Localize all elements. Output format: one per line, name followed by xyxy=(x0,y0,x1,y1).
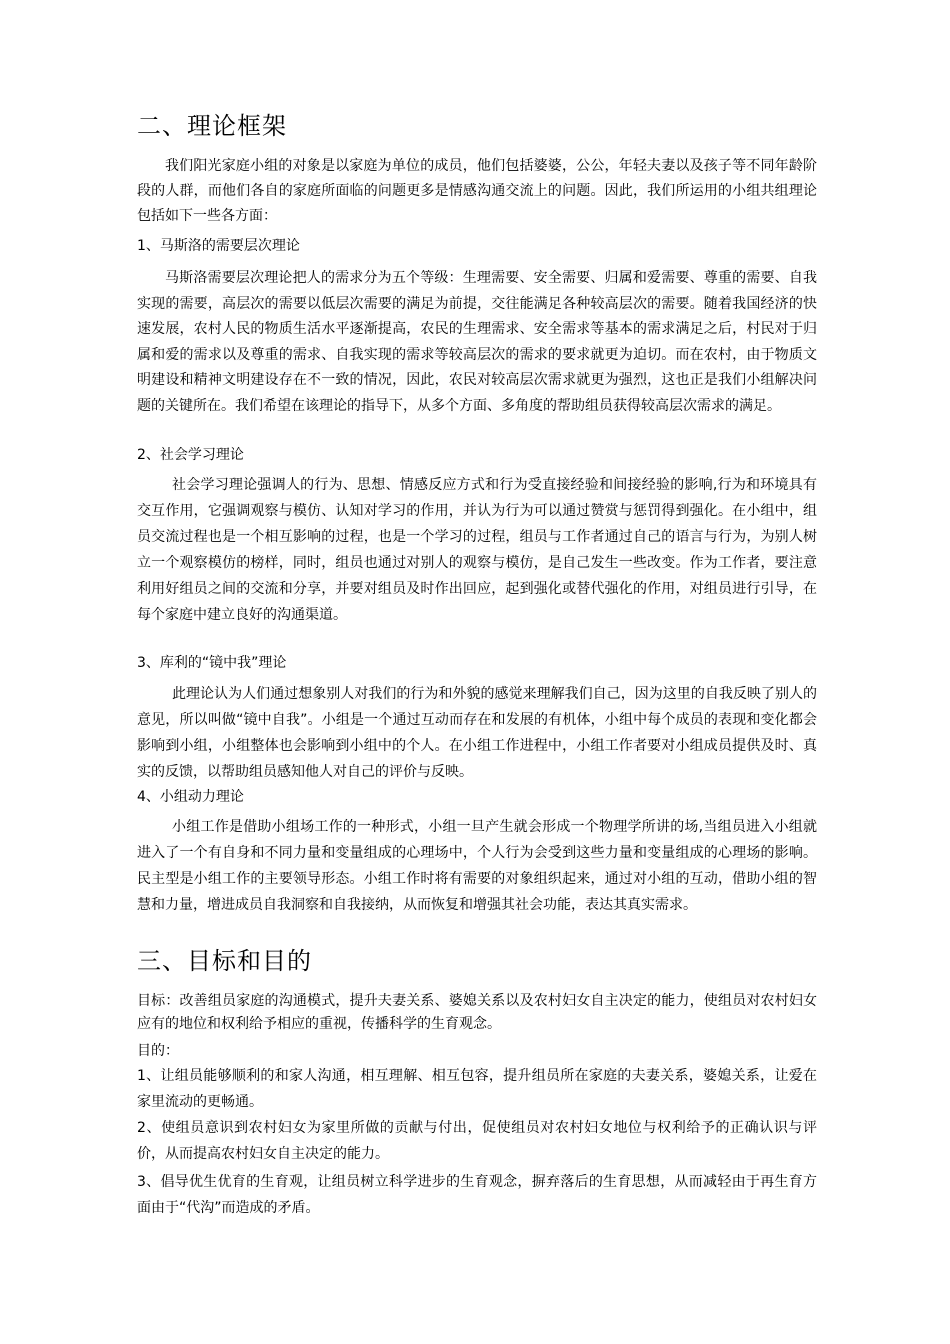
intro-paragraph: 我们阳光家庭小组的对象是以家庭为单位的成员，他们包括婆婆，公公，年轻夫妻以及孩子等不同年龄阶段的人群，而他们各自的家庭所面临的问题更多是情感沟通交流上的问题。因此，我们所运用的小组共组理论包括如下一些各方面： xyxy=(137,158,817,224)
section-heading-goals: 三、目标和目的 xyxy=(137,947,312,975)
theory-body-social-learning: 社会学习理论强调人的行为、思想、情感反应方式和行为受直接经验和间接经验的影响,行为和环境具有交互作用，它强调观察与模仿、认知对学习的作用，并认为行为可以通过赞赏与惩罚得到强化。在小组中，组员交流过程也是一个相互影响的过程，也是一个学习的过程，组员与工作者通过自己的语言与行为，为别人树立一个观察模仿的榜样，同时，组员也通过对别人的观察与模仿，是自己发生一些改变。作为工作者，要注意利用好组员之间的交流和分享，并要对组员及时作出回应，起到强化或替代强化的作用，对组员进行引导，在每个家庭中建立良好的沟通渠道。 xyxy=(137,477,817,623)
purpose-item-1: 1、让组员能够顺利的和家人沟通，相互理解、相互包容，提升组员所在家庭的夫妻关系，婆媳关系，让爱在家里流动的更畅通。 xyxy=(137,1068,817,1110)
goal-paragraph: 目标：改善组员家庭的沟通模式，提升夫妻关系、婆媳关系以及农村妇女自主决定的能力，使组员对农村妇女应有的地位和权利给予相应的重视，传播科学的生育观念。 xyxy=(137,993,817,1032)
theory-title-looking-glass-self: 3、库利的“镜中我”理论 xyxy=(137,655,287,671)
theory-title-maslow: 1、马斯洛的需要层次理论 xyxy=(137,238,300,254)
purpose-label: 目的： xyxy=(137,1043,179,1059)
purpose-item-3: 3、倡导优生优育的生育观，让组员树立科学进步的生育观念，摒弃落后的生育思想，从而减轻由于再生育方面由于“代沟”而造成的矛盾。 xyxy=(137,1174,817,1216)
theory-body-looking-glass-self: 此理论认为人们通过想象别人对我们的行为和外貌的感觉来理解我们自己，因为这里的自我反映了别人的意见，所以叫做“镜中自我”。小组是一个通过互动而存在和发展的有机体，小组中每个成员的表现和变化都会影响到小组，小组整体也会影响到小组中的个人。在小组工作进程中，小组工作者要对小组成员提供及时、真实的反馈，以帮助组员感知他人对自己的评价与反映。 xyxy=(137,686,817,780)
section-heading-theory: 二、理论框架 xyxy=(137,112,287,140)
theory-body-group-dynamics: 小组工作是借助小组场工作的一种形式，小组一旦产生就会形成一个物理学所讲的场,当组员进入小组就进入了一个有自身和不同力量和变量组成的心理场中，个人行为会受到这些力量和变量组成的心理场的影响。民主型是小组工作的主要领导形态。小组工作时将有需要的对象组织起来，通过对小组的互动，借助小组的智慧和力量，增进成员自我洞察和自我接纳，从而恢复和增强其社会功能，表达其真实需求。 xyxy=(137,819,817,913)
theory-body-maslow: 马斯洛需要层次理论把人的需求分为五个等级：生理需要、安全需要、归属和爱需要、尊重的需要、自我实现的需要，高层次的需要以低层次需要的满足为前提，交往能满足各种较高层次的需要。随着我国经济的快速发展，农村人民的物质生活水平逐渐提高，农民的生理需求、安全需求等基本的需求满足之后，村民对于归属和爱的需求以及尊重的需求、自我实现的需求等较高层次的需求的要求就更为迫切。而在农村，由于物质文明建设和精神文明建设存在不一致的情况，因此，农民对较高层次需求就更为强烈，这也正是我们小组解决问题的关键所在。我们希望在该理论的指导下，从多个方面、多角度的帮助组员获得较高层次需求的满足。 xyxy=(137,270,817,414)
theory-title-group-dynamics: 4、小组动力理论 xyxy=(137,789,244,805)
theory-title-social-learning: 2、社会学习理论 xyxy=(137,447,244,463)
purpose-item-2: 2、使组员意识到农村妇女为家里所做的贡献与付出，促使组员对农村妇女地位与权利给予的正确认识与评价，从而提高农村妇女自主决定的能力。 xyxy=(137,1120,817,1162)
